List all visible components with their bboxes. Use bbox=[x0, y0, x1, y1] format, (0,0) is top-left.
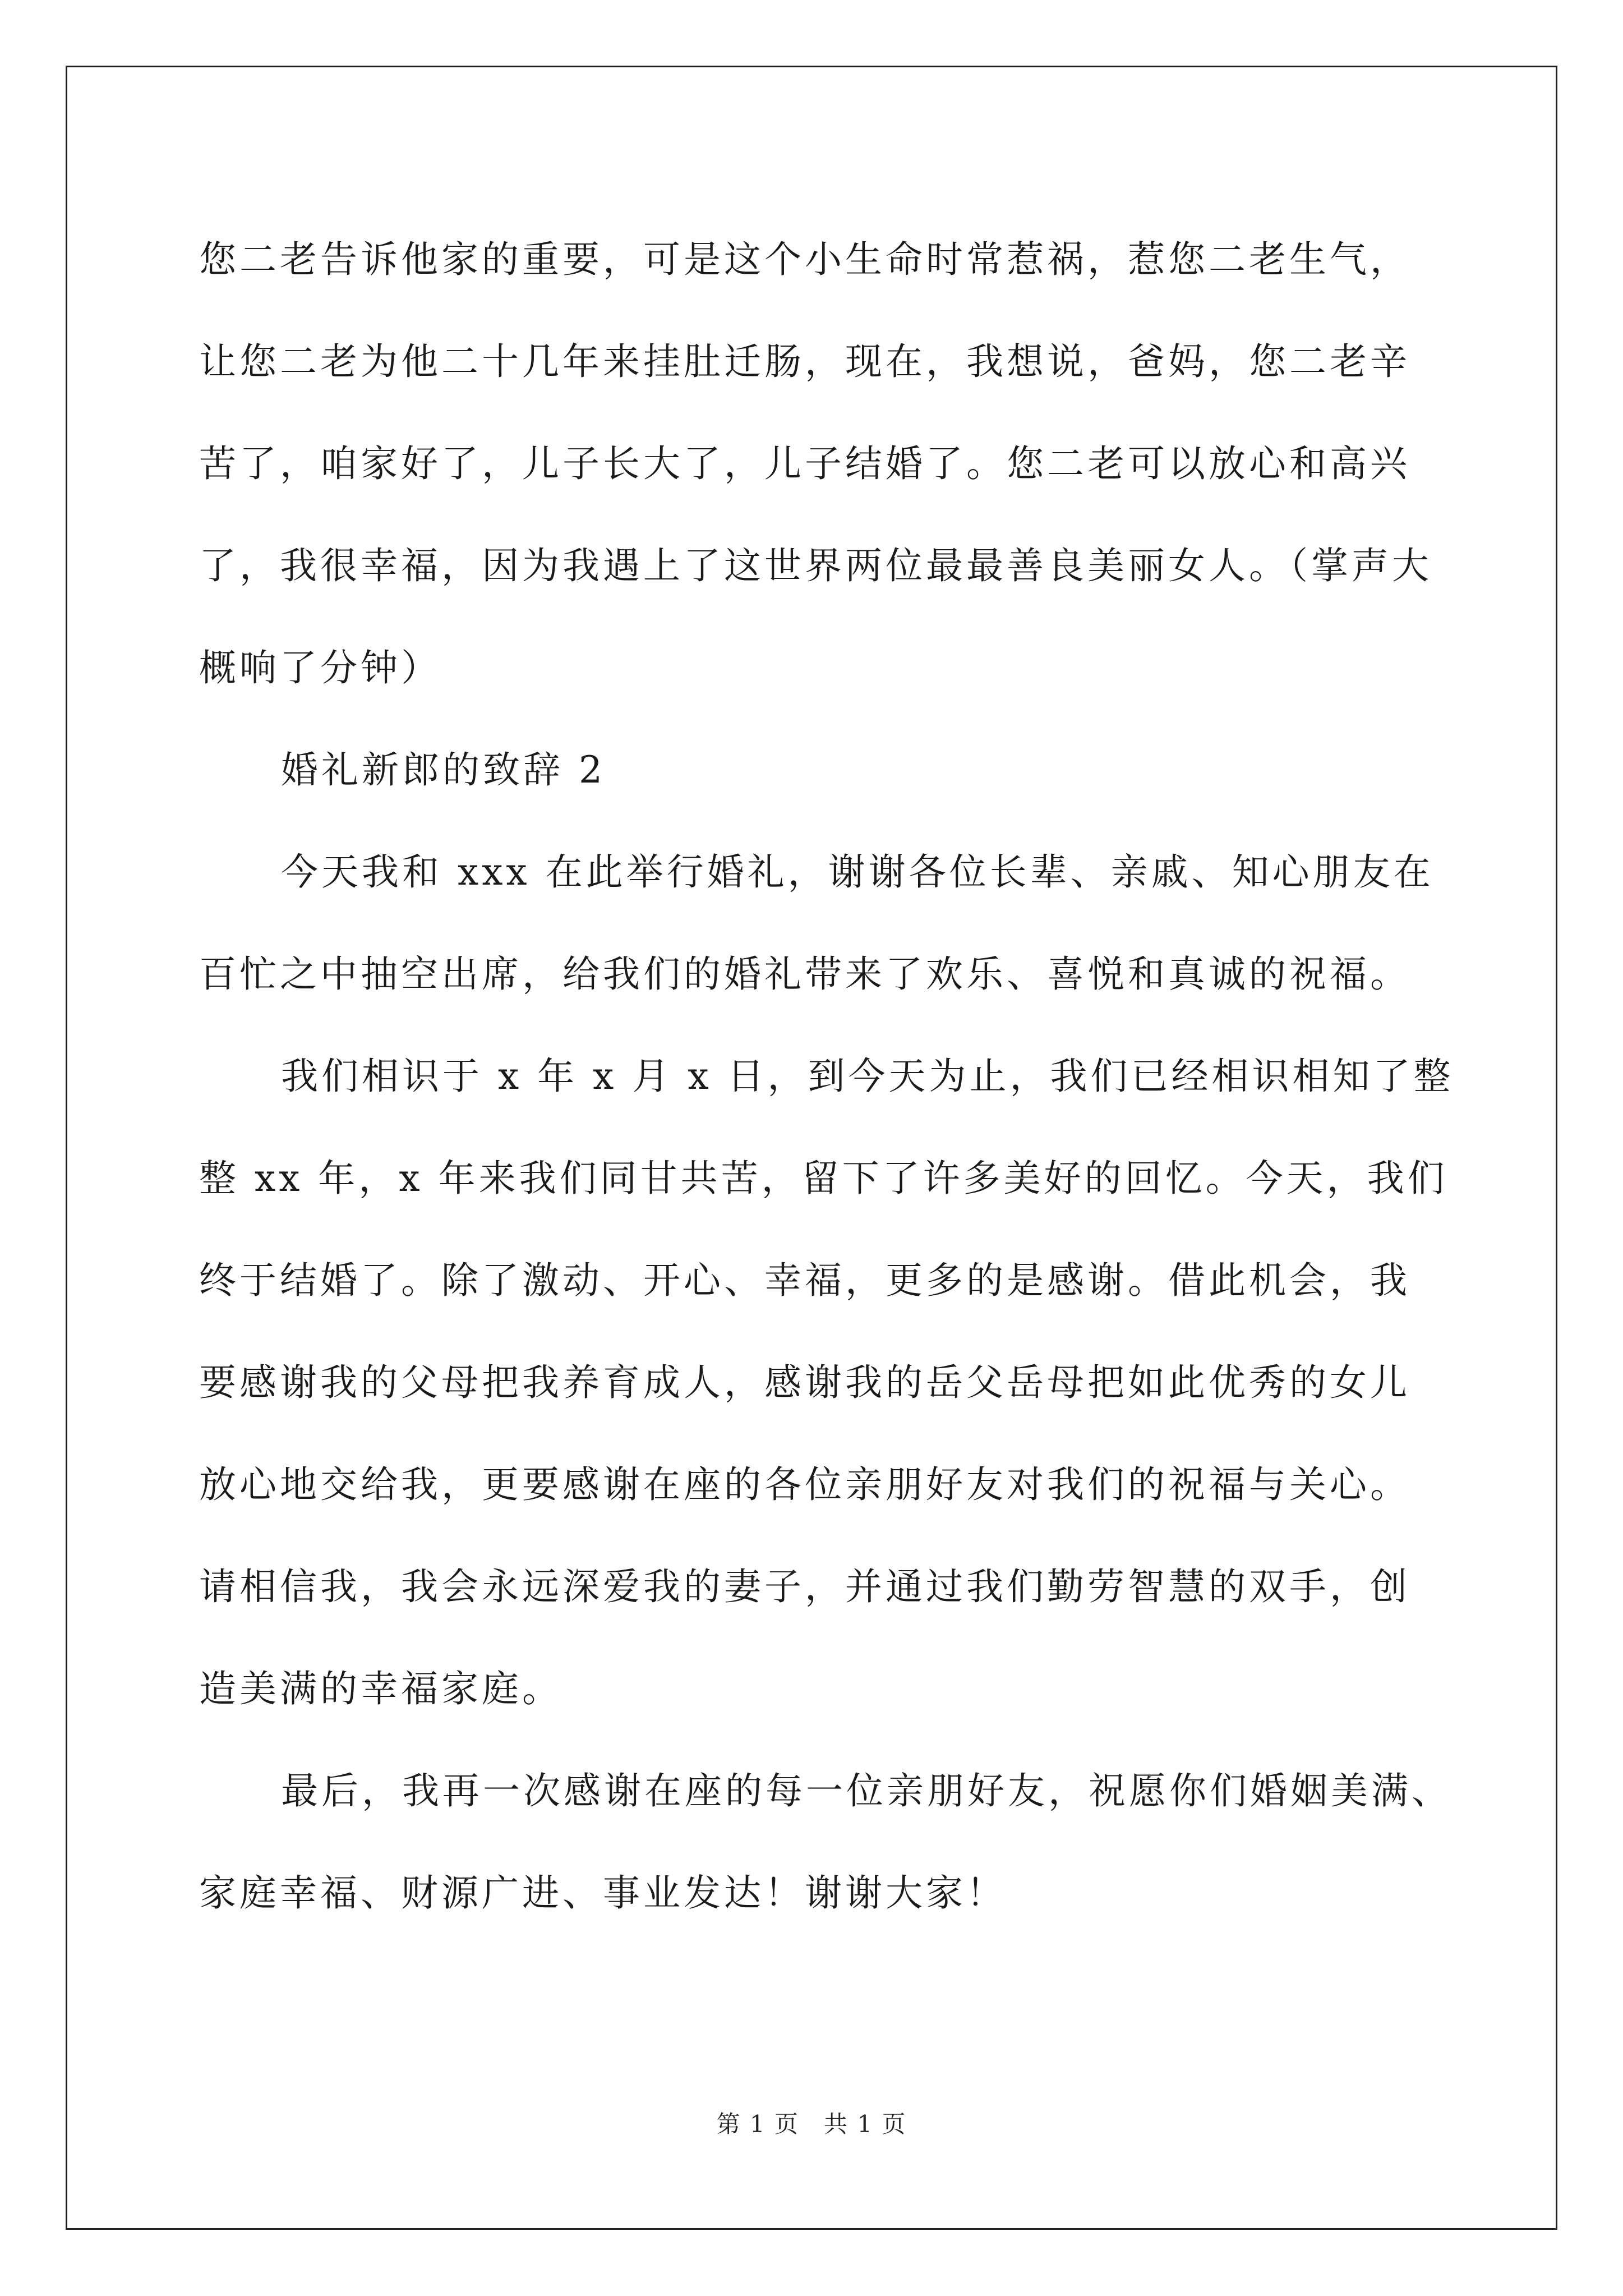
text-line: 今天我和 xxx 在此举行婚礼，谢谢各位长辈、亲戚、知心朋友在 bbox=[281, 850, 1434, 894]
text-line: 放心地交给我，更要感谢在座的各位亲朋好友对我们的祝福与关心。 bbox=[199, 1463, 1410, 1506]
text-line: 家庭幸福、财源广进、事业发达！谢谢大家！ bbox=[199, 1871, 1007, 1915]
text-line: 概响了分钟） bbox=[199, 646, 441, 689]
text-line: 让您二老为他二十几年来挂肚迁肠，现在，我想说，爸妈，您二老辛 bbox=[199, 340, 1410, 383]
page-number-footer: 第 1 页 共 1 页 bbox=[716, 2110, 907, 2138]
document-body bbox=[199, 209, 1455, 1944]
text-line: 了，我很幸福，因为我遇上了这世界两位最最善良美丽女人。（掌声大 bbox=[199, 544, 1432, 587]
text-line: 终于结婚了。除了激动、开心、幸福，更多的是感谢。借此机会，我 bbox=[199, 1259, 1410, 1302]
text-line: 我们相识于 x 年 x 月 x 日，到今天为止，我们已经相识相知了整 bbox=[281, 1055, 1454, 1098]
section-heading: 婚礼新郎的致辞 2 bbox=[281, 748, 606, 792]
text-line: 您二老告诉他家的重要，可是这个小生命时常惹祸，惹您二老生气， bbox=[199, 238, 1410, 281]
text-line: 苦了，咱家好了，儿子长大了，儿子结婚了。您二老可以放心和高兴 bbox=[199, 442, 1410, 485]
text-line: 最后，我再一次感谢在座的每一位亲朋好友，祝愿你们婚姻美满、 bbox=[281, 1769, 1452, 1812]
text-line: 百忙之中抽空出席，给我们的婚礼带来了欢乐、喜悦和真诚的祝福。 bbox=[199, 953, 1410, 996]
text-line: 造美满的幸福家庭。 bbox=[199, 1667, 562, 1710]
text-line: 要感谢我的父母把我养育成人，感谢我的岳父岳母把如此优秀的女儿 bbox=[199, 1361, 1410, 1404]
text-line: 请相信我，我会永远深爱我的妻子，并通过我们勤劳智慧的双手，创 bbox=[199, 1565, 1410, 1608]
text-line: 整 xx 年，x 年来我们同甘共苦，留下了许多美好的回忆。今天，我们 bbox=[199, 1157, 1448, 1200]
